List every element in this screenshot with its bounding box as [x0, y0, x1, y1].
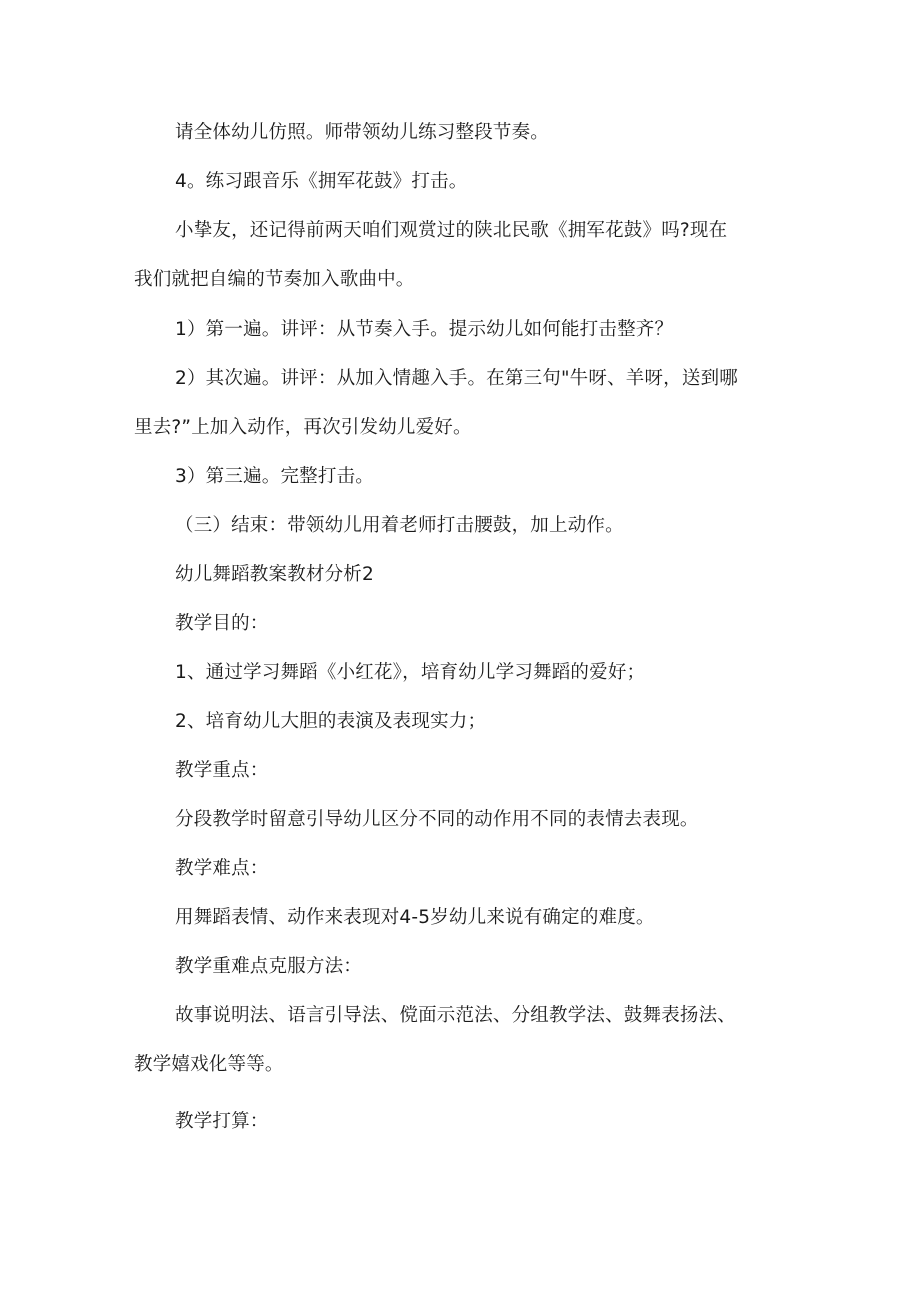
text-line-4: 我们就把自编的节奏加入歌曲中。 — [134, 269, 415, 290]
text-line-2: 4。练习跟音乐《拥军花鼓》打击。 — [175, 171, 468, 192]
text-line-17: 用舞蹈表情、动作来表现对4-5岁幼儿来说有确定的难度。 — [175, 907, 655, 928]
text-line-9: （三）结束：带领幼儿用着老师打击腰鼓，加上动作。 — [175, 515, 624, 536]
text-line-20: 教学嬉戏化等等。 — [134, 1054, 284, 1075]
text-line-18: 教学重难点克服方法： — [175, 956, 363, 977]
text-line-13: 2、培育幼儿大胆的表演及表现实力； — [175, 711, 487, 732]
text-line-15: 分段教学时留意引导幼儿区分不同的动作用不同的表情去表现。 — [175, 809, 699, 830]
text-line-19: 故事说明法、语言引导法、傥面示范法、分组教学法、鼓舞表扬法、 — [175, 1005, 737, 1026]
text-line-14: 教学重点： — [175, 760, 269, 781]
text-line-5: 1）第一遍。讲评：从节奏入手。提示幼儿如何能打击整齐？ — [175, 319, 674, 340]
text-line-16: 教学难点： — [175, 858, 269, 879]
text-line-1: 请全体幼儿仿照。师带领幼儿练习整段节奏。 — [175, 122, 550, 143]
text-line-11: 教学目的： — [175, 613, 269, 634]
section-heading: 幼儿舞蹈教案教材分析2 — [175, 564, 374, 585]
text-line-7: 里去?”上加入动作，再次引发幼儿爱好。 — [134, 417, 472, 438]
text-line-3: 小挚友，还记得前两天咱们观赏过的陕北民歌《拥军花鼓》吗?现在 — [175, 220, 728, 241]
text-line-6: 2）其次遍。讲评：从加入情趣入手。在第三句"牛呀、羊呀，送到哪 — [175, 368, 738, 389]
text-line-8: 3）第三遍。完整打击。 — [175, 466, 374, 487]
text-line-21: 教学打算： — [175, 1111, 269, 1132]
text-line-12: 1、通过学习舞蹈《小红花》，培育幼儿学习舞蹈的爱好； — [175, 662, 646, 683]
